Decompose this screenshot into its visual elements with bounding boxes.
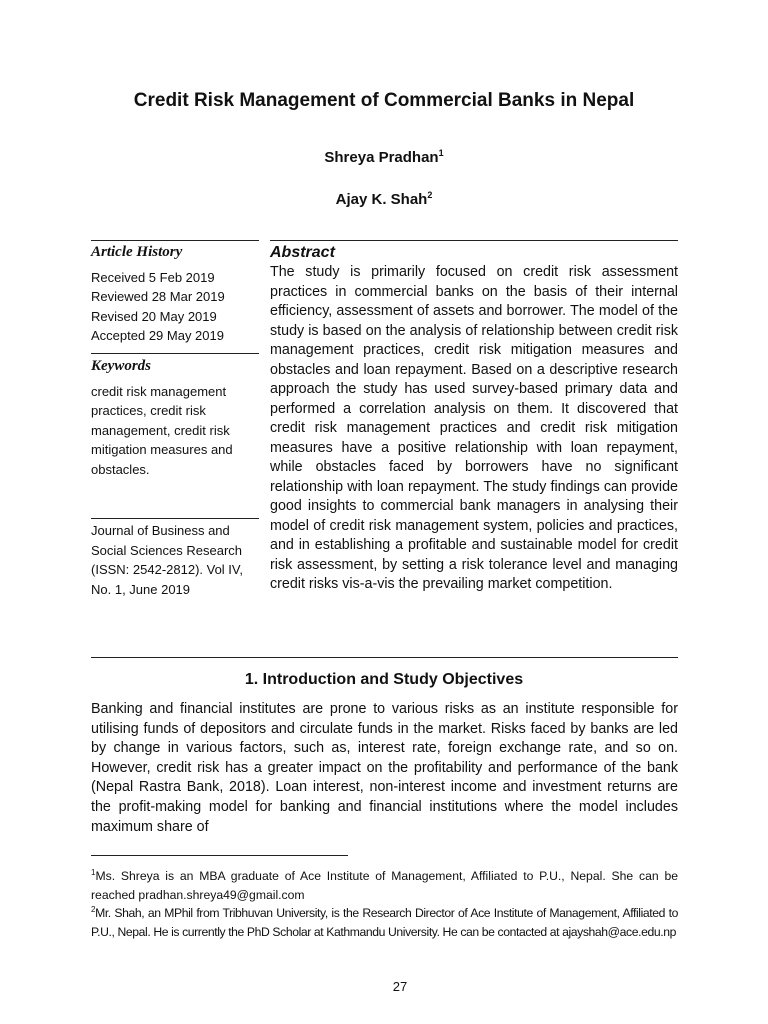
abstract-text: The study is primarily focused on credit risk assessment practices in commercial banks on the basis of their internal efficiency, assessment of assets and borrower. The model of the study is based on the analysis of relationship between credit risk management practices, credit risk mitigation measures and obstacles and loan repayment. Based on a descriptive research approach the study has used survey-based primary data and performed a correlation analysis on them. It discovered that credit risk management practices and credit risk mitigation measures have a positive relationship with loan repayment, while obstacles faced by borrowers have no significant relationship with loan repayment. The study findings can provide good insights to commercial bank managers in analysing their model of credit risk management system, policies and practices, and in establishing a profitable and sustainable model for credit risk assessment, by setting a risk tolerance level and managing credit risks vis-a-vis the prevailing market competition.: [270, 264, 678, 592]
keywords-block: [91, 357, 259, 479]
article-history: [91, 243, 259, 346]
article-history-heading: Article History: [91, 244, 183, 260]
footnote-mark: 2: [91, 905, 96, 914]
author-footnote-mark: 1: [438, 148, 444, 158]
footnote-2: [91, 901, 678, 941]
author-1: [0, 148, 768, 166]
section-body: Banking and financial institutes are prone to various risks as an institute responsible for utilising funds of depositors and circulate funds in the market. Risks faced by banks are led by change in various factors, such as, interest rate, foreign exchange rate, and so on. However, credit risk has a greater impact on the profitability and performance of the bank (Nepal Rastra Bank, 2018). Loan interest, non-interest income and investment returns are the profit-making model for banking and financial institutions where the model includes maximum share of: [91, 701, 678, 835]
abstract-heading: Abstract: [270, 244, 335, 261]
keywords-heading: Keywords: [91, 358, 151, 374]
abstract-bottom-rule: [91, 657, 678, 658]
author-2: [0, 190, 768, 208]
keywords-rule: [91, 353, 259, 354]
author-name: Ajay K. Shah: [335, 191, 428, 208]
history-line: Received 5 Feb 2019: [91, 269, 215, 285]
history-line: Revised 20 May 2019: [91, 308, 217, 324]
footnote-text: Mr. Shah, an MPhil from Tribhuvan University, is the Research Director of Ace Institute of Management, Affiliated to P.U., Nepal. He is currently the PhD Scholar at Kathmandu University. He can be contacted at ajayshah@ace.edu.np: [91, 906, 678, 939]
journal-rule: [91, 518, 259, 519]
footnote-separator: [91, 855, 348, 856]
page-number: 27: [392, 979, 408, 994]
history-line: Reviewed 28 Mar 2019: [91, 289, 225, 304]
history-line: Accepted 29 May 2019: [91, 328, 224, 343]
footnote-mark: 1: [91, 868, 96, 877]
abstract-top-rule: [270, 240, 678, 241]
author-name: Shreya Pradhan: [324, 149, 439, 166]
footnote-1: [91, 864, 678, 904]
journal-info: Journal of Business and Social Sciences Research (ISSN: 2542-2812). Vol IV, No. 1, June 2019: [91, 523, 244, 597]
footnote-text: Ms. Shreya is an MBA graduate of Ace Institute of Management, Affiliated to P.U., Nepal. She can be reached pradhan.shreya49@gmail.com: [91, 869, 678, 902]
section-heading: 1. Introduction and Study Objectives: [244, 671, 524, 688]
abstract-block: [270, 243, 678, 595]
keywords-text: credit risk management practices, credit risk management, credit risk mitigation measures and obstacles.: [91, 383, 233, 477]
paper-title: Credit Risk Management of Commercial Banks in Nepal: [133, 90, 635, 111]
sidebar-top-rule: [91, 240, 259, 241]
author-footnote-mark: 2: [427, 190, 433, 200]
